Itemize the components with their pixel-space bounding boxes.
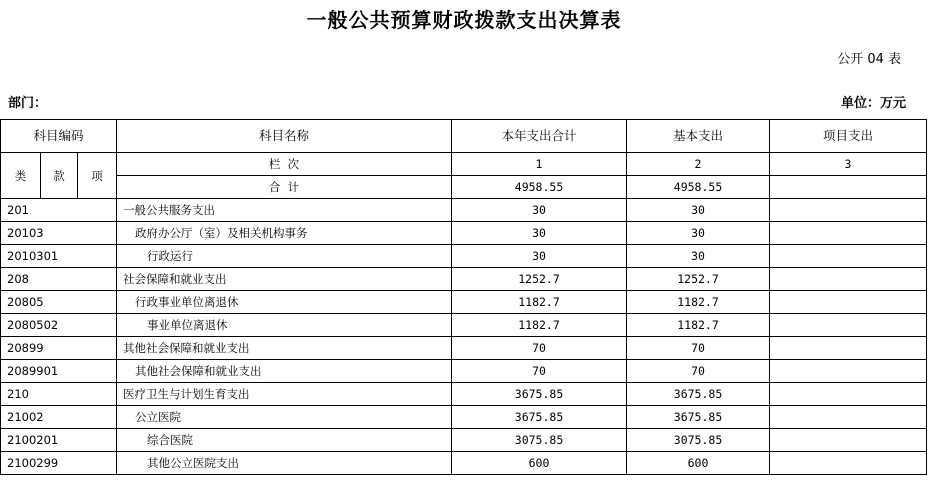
expenditure-table (0, 119, 927, 475)
row-code: 208 (1, 268, 117, 291)
row-name: 一般公共服务支出 (117, 199, 452, 222)
table-row (1, 406, 927, 429)
row-code: 20103 (1, 222, 117, 245)
row-name: 行政运行 (117, 245, 452, 268)
row-total: 30 (452, 222, 627, 245)
header-basic: 基本支出 (627, 120, 770, 153)
row-total: 1252.7 (452, 268, 627, 291)
sum-total: 4958.55 (452, 176, 627, 199)
row-code: 2100201 (1, 429, 117, 452)
sum-label: 合 计 (117, 176, 452, 199)
row-project (770, 291, 927, 314)
row-code: 20805 (1, 291, 117, 314)
row-total: 70 (452, 360, 627, 383)
row-basic: 3675.85 (627, 406, 770, 429)
row-project (770, 360, 927, 383)
table-row (1, 222, 927, 245)
row-total: 70 (452, 337, 627, 360)
row-name: 行政事业单位离退休 (117, 291, 452, 314)
row-name: 医疗卫生与计划生育支出 (117, 383, 452, 406)
row-basic: 30 (627, 245, 770, 268)
row-code: 2089901 (1, 360, 117, 383)
row-total: 3075.85 (452, 429, 627, 452)
table-row (1, 268, 927, 291)
table-row (1, 245, 927, 268)
report-title: 一般公共预算财政拨款支出决算表 (306, 8, 622, 32)
row-code: 20899 (1, 337, 117, 360)
row-project (770, 222, 927, 245)
row-project (770, 452, 927, 475)
header-row (1, 120, 927, 153)
column-number-label: 栏 次 (117, 153, 452, 176)
row-basic: 600 (627, 452, 770, 475)
table-row (1, 360, 927, 383)
column-number-2: 2 (627, 153, 770, 176)
sum-row (1, 176, 927, 199)
row-project (770, 383, 927, 406)
row-total: 3675.85 (452, 383, 627, 406)
row-project (770, 429, 927, 452)
row-project (770, 314, 927, 337)
row-name: 其他公立医院支出 (117, 452, 452, 475)
department-label: 部门： (8, 96, 48, 111)
row-project (770, 199, 927, 222)
header-item: 项 (78, 153, 117, 199)
row-name: 事业单位离退休 (117, 314, 452, 337)
column-number-1: 1 (452, 153, 627, 176)
table-row (1, 199, 927, 222)
row-basic: 1182.7 (627, 291, 770, 314)
row-basic: 1252.7 (627, 268, 770, 291)
column-number-row (1, 153, 927, 176)
sum-project (770, 176, 927, 199)
row-project (770, 268, 927, 291)
row-code: 210 (1, 383, 117, 406)
row-name: 社会保障和就业支出 (117, 268, 452, 291)
column-number-3: 3 (770, 153, 927, 176)
header-section: 款 (41, 153, 78, 199)
row-name: 公立医院 (117, 406, 452, 429)
row-total: 1182.7 (452, 291, 627, 314)
table-row (1, 337, 927, 360)
header-project: 项目支出 (770, 120, 927, 153)
header-total: 本年支出合计 (452, 120, 627, 153)
row-project (770, 337, 927, 360)
sum-basic: 4958.55 (627, 176, 770, 199)
row-project (770, 245, 927, 268)
row-code: 2100299 (1, 452, 117, 475)
row-basic: 30 (627, 222, 770, 245)
header-class: 类 (1, 153, 41, 199)
table-row (1, 452, 927, 475)
row-code: 201 (1, 199, 117, 222)
header-name: 科目名称 (117, 120, 452, 153)
row-total: 1182.7 (452, 314, 627, 337)
row-total: 3675.85 (452, 406, 627, 429)
header-code: 科目编码 (1, 120, 117, 153)
table-row (1, 429, 927, 452)
row-name: 其他社会保障和就业支出 (117, 360, 452, 383)
table-row (1, 291, 927, 314)
row-code: 21002 (1, 406, 117, 429)
row-code: 2010301 (1, 245, 117, 268)
row-total: 600 (452, 452, 627, 475)
row-code: 2080502 (1, 314, 117, 337)
row-name: 政府办公厅（室）及相关机构事务 (117, 222, 452, 245)
row-basic: 30 (627, 199, 770, 222)
form-number: 公开 04 表 (837, 52, 901, 67)
unit-label: 单位：万元 (840, 96, 906, 111)
row-project (770, 406, 927, 429)
table-row (1, 383, 927, 406)
row-basic: 1182.7 (627, 314, 770, 337)
table-row (1, 314, 927, 337)
row-name: 综合医院 (117, 429, 452, 452)
row-basic: 3075.85 (627, 429, 770, 452)
row-total: 30 (452, 199, 627, 222)
row-basic: 70 (627, 337, 770, 360)
row-total: 30 (452, 245, 627, 268)
row-basic: 70 (627, 360, 770, 383)
row-name: 其他社会保障和就业支出 (117, 337, 452, 360)
row-basic: 3675.85 (627, 383, 770, 406)
